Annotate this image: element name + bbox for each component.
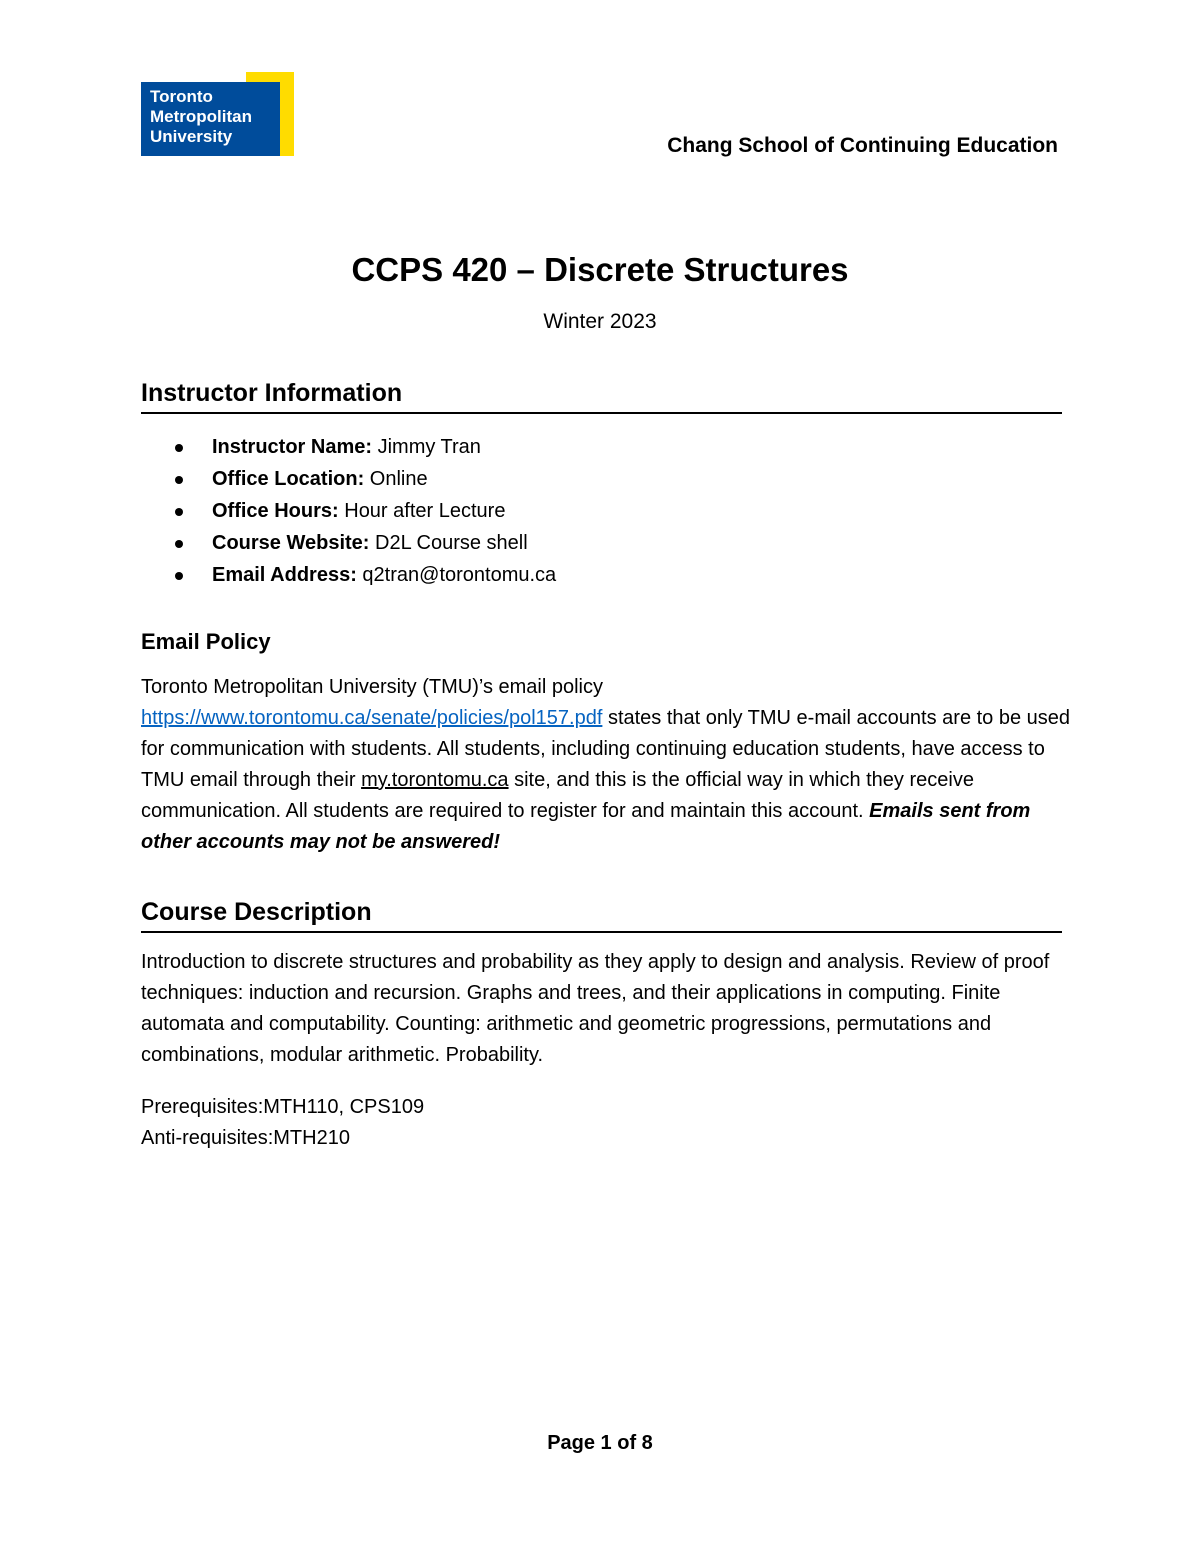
my-torontomu-link[interactable]: my.torontomu.ca — [361, 769, 509, 791]
list-item: Office Location: Online — [141, 463, 556, 495]
term: Winter 2023 — [543, 310, 657, 333]
course-description-text: Introduction to discrete structures and probability as they apply to design and analysis. Review of proof techniques: induction and recursion. Graphs and trees, and their applications in computing. Finite automata and computability. Counting: arithmetic and geometric progressions, permutations and combinations, modular arithmetic. Probability. — [141, 951, 1050, 1066]
list-item: Office Hours: Hour after Lecture — [141, 495, 556, 527]
antirequisites: Anti-requisites:MTH210 — [141, 1127, 350, 1149]
university-logo — [141, 72, 294, 156]
page-number: Page 1 of 8 — [547, 1432, 653, 1454]
email-policy-heading: Email Policy — [141, 629, 271, 654]
logo-line-3: University — [150, 127, 233, 146]
document-title: CCPS 420 – Discrete Structures — [351, 251, 849, 288]
policy-link[interactable]: https://www.torontomu.ca/senate/policies/pol157.pdf — [141, 707, 603, 729]
instructor-heading: Instructor Information — [141, 379, 1062, 414]
logo-line-2: Metropolitan — [150, 107, 252, 126]
email-policy-text: Toronto Metropolitan University (TMU)’s email policy https://www.torontomu.ca/senate/policies/pol157.pdf states that only TMU e-mail accounts are to be used for communication with students. All students, including continuing education students, have access to TMU email through their my.torontomu.ca site, and this is the official way in which they receive communication. All students are required to register for and maintain this account. Emails sent from other accounts may not be answered! — [141, 676, 1071, 853]
email-warning: Emails sent from other accounts may not be answered! — [141, 800, 1031, 853]
instructor-info-list — [141, 431, 556, 591]
logo-blue-block — [141, 82, 280, 156]
list-item: Course Website: D2L Course shell — [141, 527, 556, 559]
prerequisites: Prerequisites:MTH110, CPS109 Anti-requisites:MTH210 — [141, 1096, 425, 1149]
school-name: Chang School of Continuing Education — [667, 134, 1058, 157]
course-description-heading: Course Description — [141, 898, 1062, 933]
list-item: Email Address: q2tran@torontomu.ca — [141, 559, 556, 591]
list-item: Instructor Name: Jimmy Tran — [141, 431, 556, 463]
logo-line-1: Toronto — [150, 87, 213, 106]
